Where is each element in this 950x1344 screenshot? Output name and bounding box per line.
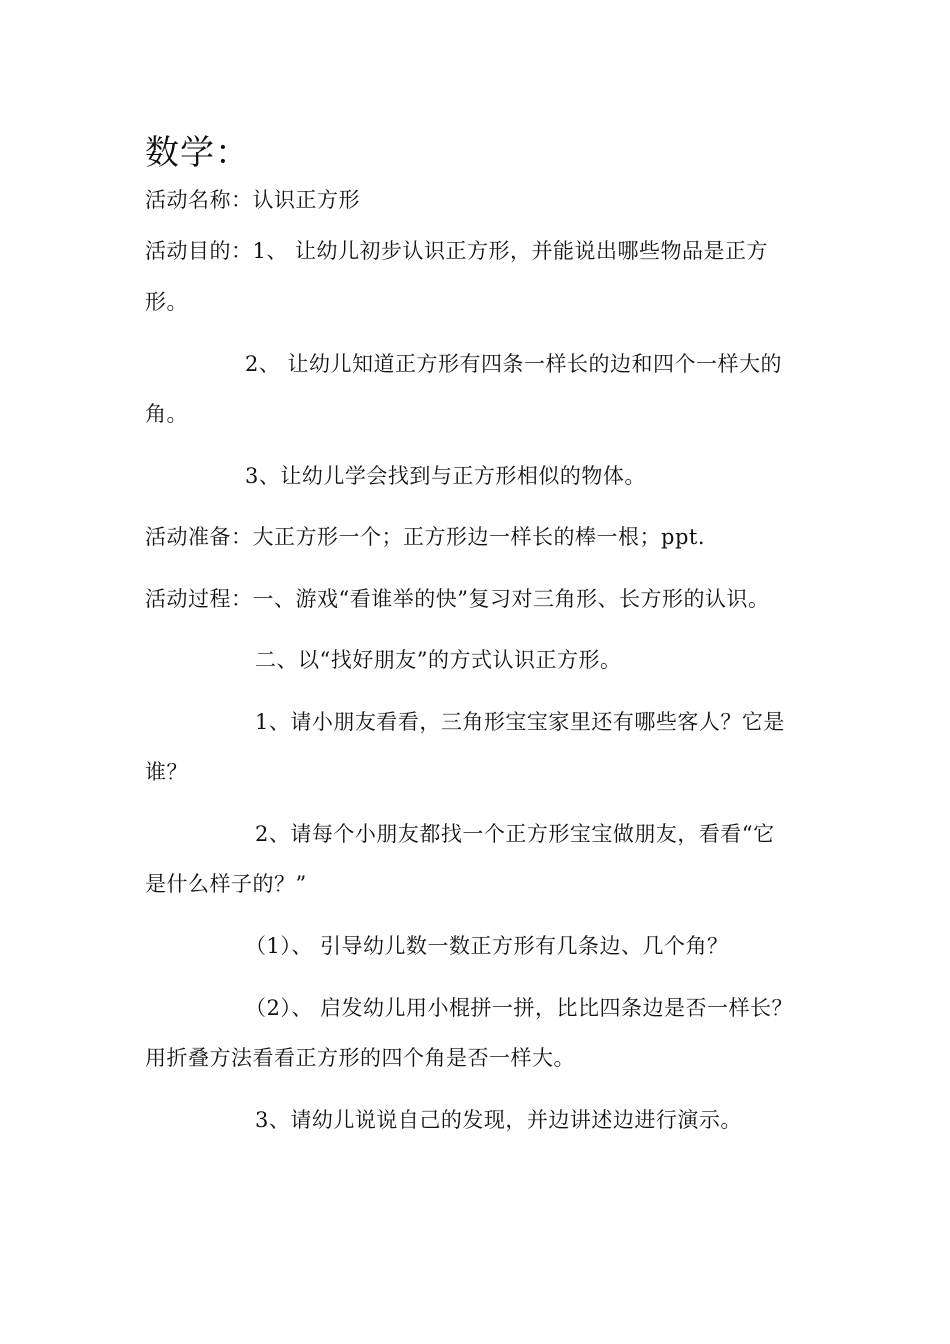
activity-process-substep-2-cont: 用折叠方法看看正方形的四个角是否一样大。 <box>145 1046 575 1070</box>
activity-process-step-1: 1、请小朋友看看，三角形宝宝家里还有哪些客人？它是 <box>255 710 785 734</box>
activity-process-step-2: 2、请每个小朋友都找一个正方形宝宝做朋友，看看“它 <box>255 822 775 846</box>
activity-goal-line-3: 3、让幼儿学会找到与正方形相似的物体。 <box>245 464 646 488</box>
activity-goal-line-2: 2、 让幼儿知道正方形有四条一样长的边和四个一样大的 <box>245 352 783 376</box>
activity-process-step-3: 3、请幼儿说说自己的发现，并边讲述边进行演示。 <box>255 1108 742 1132</box>
activity-process-substep-1: （1）、 引导幼儿数一数正方形有几条边、几个角？ <box>245 934 729 958</box>
activity-goal-line-2-cont: 角。 <box>145 402 188 426</box>
activity-process-substep-2: （2）、 启发幼儿用小棍拼一拼，比比四条边是否一样长？ <box>245 996 794 1020</box>
activity-prep-line: 活动准备：大正方形一个；正方形边一样长的棒一根；ppt. <box>145 525 705 549</box>
activity-goal-line-1: 活动目的：1、 让幼儿初步认识正方形，并能说出哪些物品是正方 <box>145 239 769 263</box>
activity-process-step-2-cont: 是什么样子的？” <box>145 872 307 896</box>
activity-name-line: 活动名称：认识正方形 <box>145 188 360 212</box>
activity-process-line-2: 二、以“找好朋友”的方式认识正方形。 <box>255 648 622 672</box>
activity-process-line-1: 活动过程：一、游戏“看谁举的快”复习对三角形、长方形的认识。 <box>145 587 770 611</box>
document-title: 数学： <box>145 133 250 173</box>
activity-goal-line-1-cont: 形。 <box>145 290 188 314</box>
activity-process-step-1-cont: 谁？ <box>145 760 188 784</box>
